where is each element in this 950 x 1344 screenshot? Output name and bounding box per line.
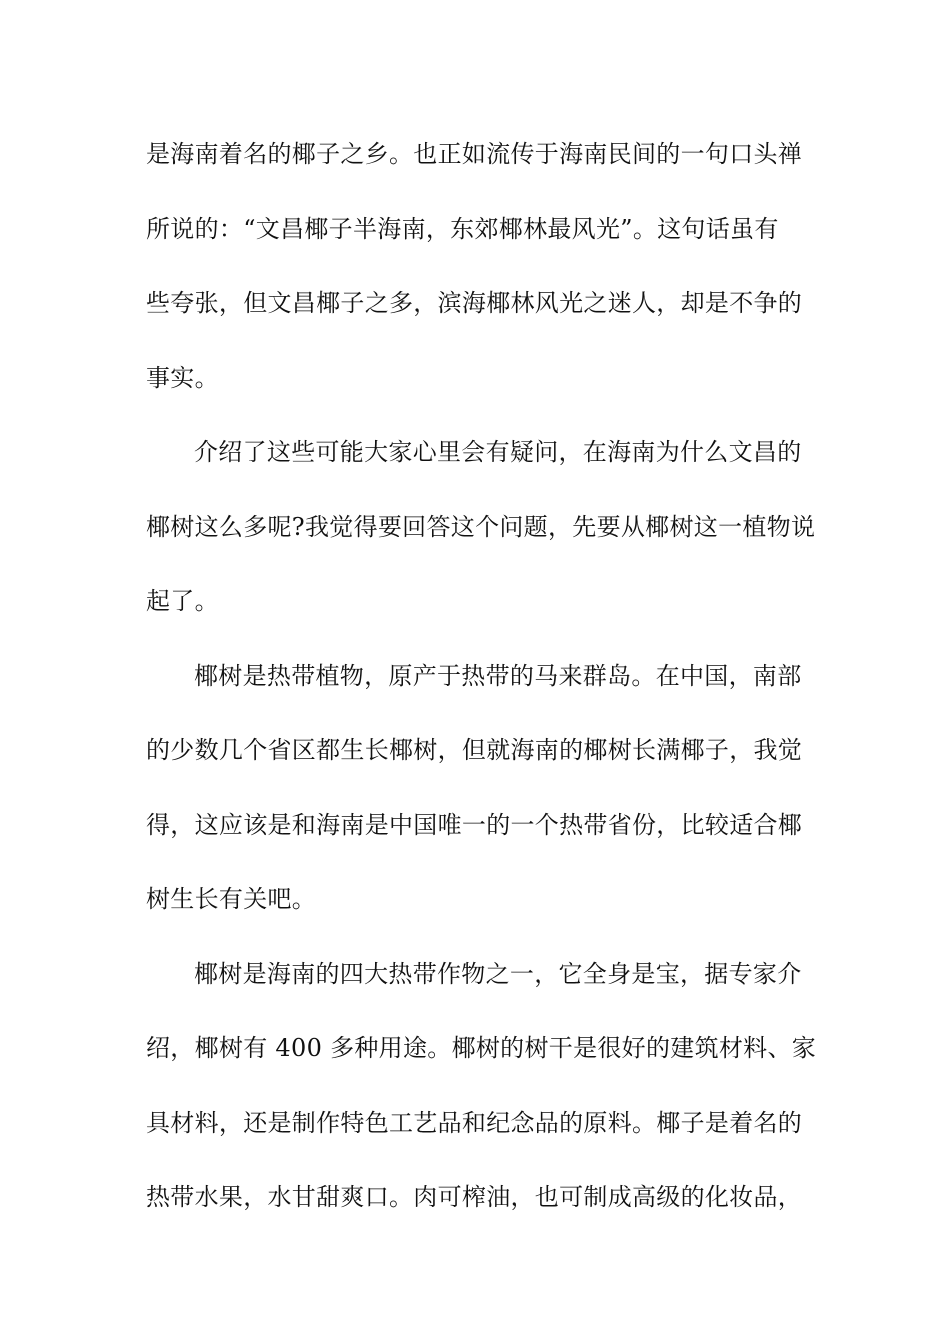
text-line: 所说的：“文昌椰子半海南，东郊椰林最风光”。这句话虽有: [146, 214, 779, 243]
text-line: 椰树这么多呢?我觉得要回答这个问题，先要从椰树这一植物说: [146, 512, 816, 541]
text-line: 些夸张，但文昌椰子之多，滨海椰林风光之迷人，却是不争的: [146, 289, 803, 317]
text-line: 得，这应该是和海南是中国唯一的一个热带省份，比较适合椰: [146, 810, 803, 839]
text-line: 具材料，还是制作特色工艺品和纪念品的原料。椰子是着名的: [146, 1108, 803, 1137]
text-line: 起了。: [146, 587, 219, 615]
paragraph-start-line: 介绍了这些可能大家心里会有疑问，在海南为什么文昌的: [194, 438, 802, 466]
paragraph-start-line: 椰树是海南的四大热带作物之一，它全身是宝，据专家介: [194, 959, 802, 988]
text-line: 的少数几个省区都生长椰树，但就海南的椰树长满椰子，我觉: [146, 736, 803, 764]
text-line: 事实。: [146, 363, 219, 392]
text-line: 树生长有关吧。: [146, 885, 317, 913]
text-line: 热带水果，水甘甜爽口。肉可榨油，也可制成高级的化妆品，: [146, 1183, 803, 1211]
paragraph-start-line: 椰树是热带植物，原产于热带的马来群岛。在中国，南部: [194, 661, 802, 690]
text-line: 是海南着名的椰子之乡。也正如流传于海南民间的一句口头禅: [146, 140, 803, 168]
text-line: 绍，椰树有 400 多种用途。椰树的树干是很好的建筑材料、家: [146, 1034, 817, 1062]
body-text: [146, 128, 816, 1246]
